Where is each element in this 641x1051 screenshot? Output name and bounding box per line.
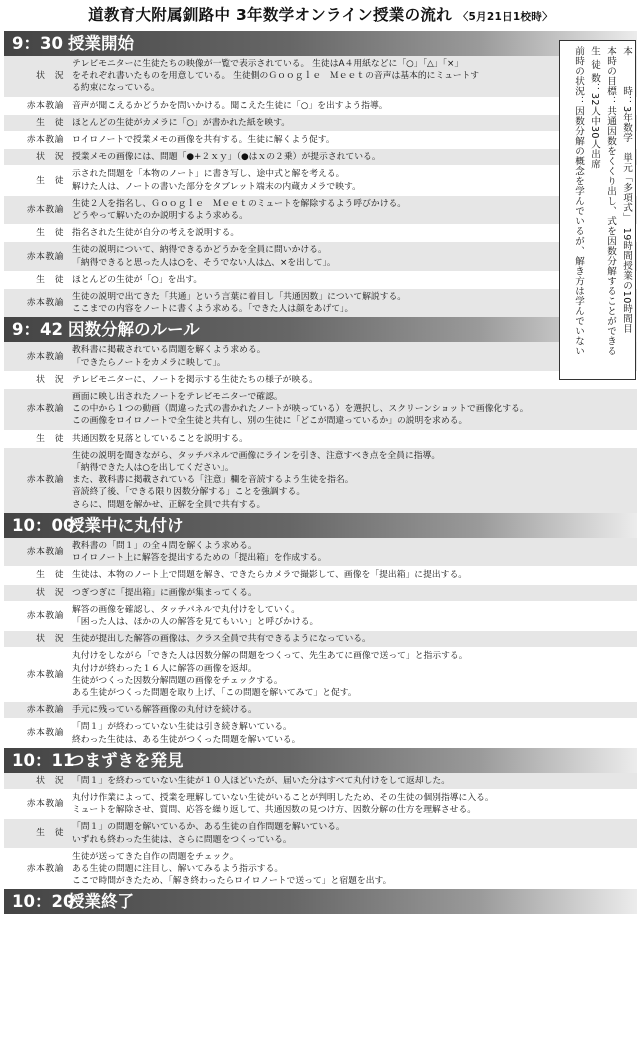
timeline-row bbox=[4, 131, 637, 148]
row-role: 状 況 bbox=[36, 587, 64, 598]
row-line: ある生徒がつくった問題を取り上げ、「この問題を解いてみて」と促す。 bbox=[72, 687, 357, 698]
timeline-row bbox=[4, 224, 637, 241]
row-line: をそれぞれ書いたものを用意している。 生徒側のＧｏｏｇｌｅ Ｍｅｅｔの音声は基本的にミュートす bbox=[72, 71, 480, 82]
row-role: 赤本教諭 bbox=[26, 799, 64, 810]
row-role: 赤本教諭 bbox=[26, 404, 64, 415]
section-time: 9：30 bbox=[12, 34, 63, 53]
timeline-row bbox=[4, 538, 637, 566]
timeline-row bbox=[4, 56, 637, 97]
row-line: 画面に映し出されたノートをテレビモニターで確認。 bbox=[72, 392, 283, 403]
row-description bbox=[70, 431, 637, 447]
timeline-row bbox=[4, 773, 637, 789]
row-description bbox=[70, 372, 637, 388]
row-role: 赤本教諭 bbox=[26, 546, 64, 557]
row-line: ロイロノートで授業メモの画像を共有する。生徒に解くよう促す。 bbox=[72, 135, 335, 146]
row-description bbox=[70, 149, 637, 165]
section-heading: 授業中に丸付け bbox=[68, 515, 184, 535]
row-role: 赤本教諭 bbox=[26, 351, 64, 362]
row-line: る約束になっている。 bbox=[72, 83, 160, 94]
row-role: 状 況 bbox=[36, 152, 64, 163]
timeline-row bbox=[4, 718, 637, 747]
section-time: 10：20 bbox=[12, 892, 75, 912]
timeline-row bbox=[4, 584, 637, 601]
row-description bbox=[70, 225, 637, 241]
row-role: 赤本教諭 bbox=[26, 669, 64, 680]
row-role: 生 徒 bbox=[36, 828, 64, 839]
row-role: 赤本教諭 bbox=[26, 251, 64, 262]
section-header bbox=[4, 889, 637, 914]
info-line: 生 徒 数：32人中30人出席 bbox=[589, 46, 600, 169]
row-line: いずれも終わった生徒は、さらに問題をつくっている。 bbox=[72, 834, 292, 845]
section bbox=[4, 748, 637, 890]
timeline-row bbox=[4, 388, 637, 430]
row-line: ほとんどの生徒が「○」を出す。 bbox=[72, 274, 203, 285]
row-line: 教科書の「問１」の全４問を解くよう求める。 bbox=[72, 540, 257, 551]
section-time: 10：11 bbox=[12, 750, 75, 770]
row-line: 共通因数を見落としていることを説明する。 bbox=[72, 433, 248, 444]
row-description bbox=[70, 602, 637, 630]
section-heading: 授業開始 bbox=[68, 34, 134, 53]
timeline-row bbox=[4, 818, 637, 847]
title-text: 道教育大附属釧路中 3年数学オンライン授業の流れ bbox=[88, 6, 452, 24]
row-line: また、教科書に掲載されている「注意」欄を音読するよう生徒を指名。 bbox=[72, 475, 354, 486]
row-description bbox=[70, 166, 637, 194]
row-description bbox=[70, 56, 637, 97]
row-line: この中から１つの動画（間違った式の書かれたノートが映っている）を選択し、スクリーンショットで画像化する。 bbox=[72, 404, 529, 415]
row-line: 解けた人は、ノートの書いた部分をタブレット端末の内蔵カメラで映す。 bbox=[72, 181, 361, 192]
row-line: 手元に残っている解答画像の丸付けを続ける。 bbox=[72, 705, 257, 716]
row-description bbox=[70, 242, 637, 270]
row-role: 生 徒 bbox=[36, 570, 64, 581]
timeline-row bbox=[4, 371, 637, 388]
row-line: 生徒が提出した解答の画像は、クラス全員で共有できるようになっている。 bbox=[72, 634, 371, 645]
timeline-row bbox=[4, 195, 637, 224]
section bbox=[4, 31, 637, 317]
row-line: 指名された生徒が自分の考えを説明する。 bbox=[72, 228, 240, 239]
row-role: 生 徒 bbox=[36, 175, 64, 186]
row-line: 解答の画像を確認し、タッチパネルで丸付けをしていく。 bbox=[72, 604, 301, 615]
row-role: 赤本教諭 bbox=[26, 863, 64, 874]
row-description bbox=[70, 773, 637, 789]
row-line: 丸付けをしながら「できた人は因数分解の問題をつくって、先生あてに画像で送って」と指示する。 bbox=[72, 651, 468, 662]
row-line: さらに、問題を解かせ、正解を全員で共有する。 bbox=[72, 499, 266, 510]
row-role: 生 徒 bbox=[36, 433, 64, 444]
timeline-row bbox=[4, 288, 637, 317]
row-line: この画像をロイロノートで全生徒と共有し、別の生徒に「どこが間違っているか」の説明を求める。 bbox=[72, 416, 468, 427]
timeline-row bbox=[4, 342, 637, 370]
timeline-row bbox=[4, 647, 637, 701]
row-line: 生徒がつくった因数分解問題の画像をチェックする。 bbox=[72, 675, 283, 686]
row-role: 赤本教諭 bbox=[26, 475, 64, 486]
lesson-info-box bbox=[559, 40, 636, 380]
section-time: 10：00 bbox=[12, 515, 75, 535]
row-role: 状 況 bbox=[36, 374, 64, 385]
row-line: 授業メモの画像には、問題「●+２ｘｙ」（●はｘの２乗）が提示されている。 bbox=[72, 152, 381, 163]
row-description bbox=[70, 819, 637, 847]
info-line: 前時の状況：因数分解の概念を学んでいるが、解き方は学んでいない bbox=[573, 46, 584, 356]
row-line: テレビモニターに生徒たちの映像が一覧で表示されている。 生徒はA４用紙などに「○」「△」「×」 bbox=[72, 59, 464, 69]
row-description bbox=[70, 648, 637, 701]
row-line: ロイロノート上に解答を提出するための「提出箱」を作成する。 bbox=[72, 553, 327, 564]
lesson-flow bbox=[4, 31, 637, 914]
timeline-row bbox=[4, 114, 637, 131]
timeline-row bbox=[4, 789, 637, 818]
row-line: 「できたらノートをカメラに映して」。 bbox=[72, 357, 226, 368]
row-role: 赤本教諭 bbox=[26, 100, 64, 111]
row-line: 「納得できると思った人は○を、そうでない人は△、×を出して」。 bbox=[72, 257, 336, 268]
row-description bbox=[70, 289, 637, 317]
row-line: 「問１」を終わっていない生徒が１０人ほどいたが、届いた分はすべて丸付けをして返却した。 bbox=[72, 775, 451, 786]
row-line: 生徒の説明で出てきた「共通」という言葉に着目し「共通因数」について解説する。 bbox=[72, 292, 407, 303]
row-line: ある生徒の問題に注目し、解いてみるよう指示する。 bbox=[72, 863, 284, 874]
row-line: 示された問題を「本物のノート」に書き写し、途中式と解を考える。 bbox=[72, 169, 345, 180]
row-line: つぎつぎに「提出箱」に画像が集まってくる。 bbox=[72, 587, 257, 598]
section bbox=[4, 317, 637, 512]
row-line: 音声が聞こえるかどうかを問いかける。聞こえた生徒に「○」を出すよう指導。 bbox=[72, 100, 388, 111]
row-description bbox=[70, 196, 637, 224]
page-title bbox=[0, 3, 641, 25]
row-line: どうやって解いたのか説明するよう求める。 bbox=[72, 211, 248, 222]
section-header bbox=[4, 513, 637, 538]
row-description bbox=[70, 389, 637, 430]
row-description bbox=[70, 719, 637, 747]
row-role: 状 況 bbox=[36, 71, 64, 82]
section bbox=[4, 889, 637, 914]
timeline-row bbox=[4, 148, 637, 165]
row-role: 生 徒 bbox=[36, 228, 64, 239]
row-role: 状 況 bbox=[36, 775, 64, 786]
row-line: 丸付けが終わった１６人に解答の画像を返却。 bbox=[72, 663, 257, 674]
section-header bbox=[4, 317, 637, 342]
row-description bbox=[70, 631, 637, 647]
timeline-row bbox=[4, 271, 637, 288]
info-line: 本 時：3年数学 単元「多項式」 19時間授業の10時間目 bbox=[621, 46, 632, 334]
row-line: 教科書に掲載されている問題を解くよう求める。 bbox=[72, 345, 266, 356]
row-description bbox=[70, 342, 637, 370]
row-line: 「困った人は、ほかの人の解答を見てもいい」と呼びかける。 bbox=[72, 616, 319, 627]
row-description bbox=[70, 272, 637, 288]
info-line: 本時の目標：共通因数をくくり出し、式を因数分解することができる bbox=[605, 46, 616, 356]
row-description bbox=[70, 585, 637, 601]
row-line: 「納得できた人は○を出してください」。 bbox=[72, 463, 234, 474]
row-line: 生徒の説明を聞きながら、タッチパネルで画像にラインを引き、注意すべき点を全員に指導。 bbox=[72, 450, 441, 461]
row-line: 「問１」が終わっていない生徒は引き続き解いている。 bbox=[72, 722, 292, 733]
timeline-row bbox=[4, 601, 637, 630]
row-role: 赤本教諭 bbox=[26, 610, 64, 621]
section bbox=[4, 513, 637, 748]
row-line: 生徒２人を指名し、Ｇｏｏｇｌｅ Ｍｅｅｔのミュートを解除するよう呼びかける。 bbox=[72, 198, 407, 209]
section-time: 9：42 bbox=[12, 320, 63, 340]
section-heading: 授業終了 bbox=[68, 892, 134, 912]
timeline-row bbox=[4, 701, 637, 718]
row-line: 終わった生徒は、ある生徒がつくった問題を解いている。 bbox=[72, 734, 301, 745]
row-role: 生 徒 bbox=[36, 117, 64, 128]
row-description bbox=[70, 115, 637, 131]
row-role: 状 況 bbox=[36, 634, 64, 645]
row-line: 「問１」の問題を解いているか、ある生徒の自作問題を解いている。 bbox=[72, 822, 345, 833]
timeline-row bbox=[4, 566, 637, 583]
row-line: ここで時間がきたため、「解き終わったらロイロノートで送って」と宿題を出す。 bbox=[72, 876, 392, 887]
row-line: 生徒が送ってきた自作の問題をチェック。 bbox=[72, 851, 239, 862]
row-description bbox=[70, 98, 637, 114]
row-description bbox=[70, 448, 637, 513]
section-heading: つまずきを発見 bbox=[68, 750, 184, 770]
timeline-row bbox=[4, 848, 637, 890]
row-role: 赤本教諭 bbox=[26, 204, 64, 215]
row-description bbox=[70, 132, 637, 148]
row-description bbox=[70, 538, 637, 566]
row-role: 赤本教諭 bbox=[26, 728, 64, 739]
row-line: テレビモニターに、ノートを掲示する生徒たちの様子が映る。 bbox=[72, 374, 318, 385]
row-line: ここまでの内容をノートに書くよう求める。「できた人は顔をあげて」。 bbox=[72, 304, 354, 315]
timeline-row bbox=[4, 630, 637, 647]
row-line: ほとんどの生徒がカメラに「○」が書かれた紙を映す。 bbox=[72, 117, 291, 128]
timeline-row bbox=[4, 447, 637, 513]
row-role: 赤本教諭 bbox=[26, 298, 64, 309]
row-line: ミュートを解除させ、質問、応答を繰り返して、共通因数の見つけ方、因数分解の仕方を理解させる。 bbox=[72, 805, 477, 816]
row-line: 丸付け作業によって、授業を理解していない生徒がいることが判明したため、その生徒の個別指導に入る。 bbox=[72, 792, 494, 803]
row-description bbox=[70, 849, 637, 890]
section-header bbox=[4, 748, 637, 773]
row-line: 音読終了後、「できる限り因数分解する」ことを強調する。 bbox=[72, 487, 306, 498]
row-line: 生徒の説明について、納得できるかどうかを全員に問いかける。 bbox=[72, 245, 327, 256]
timeline-row bbox=[4, 241, 637, 270]
row-role: 生 徒 bbox=[36, 274, 64, 285]
timeline-row bbox=[4, 165, 637, 194]
row-role: 赤本教諭 bbox=[26, 135, 64, 146]
row-line: 生徒は、本物のノート上で問題を解き、できたらカメラで撮影して、画像を「提出箱」に提出する。 bbox=[72, 570, 468, 581]
section-header bbox=[4, 31, 637, 56]
row-description bbox=[70, 790, 637, 818]
row-role: 赤本教諭 bbox=[26, 705, 64, 716]
timeline-row bbox=[4, 430, 637, 447]
row-description bbox=[70, 567, 637, 583]
row-description bbox=[70, 702, 637, 718]
title-date: 〈5月21日1校時〉 bbox=[457, 11, 553, 23]
section-heading: 因数分解のルール bbox=[68, 320, 200, 340]
timeline-row bbox=[4, 97, 637, 114]
